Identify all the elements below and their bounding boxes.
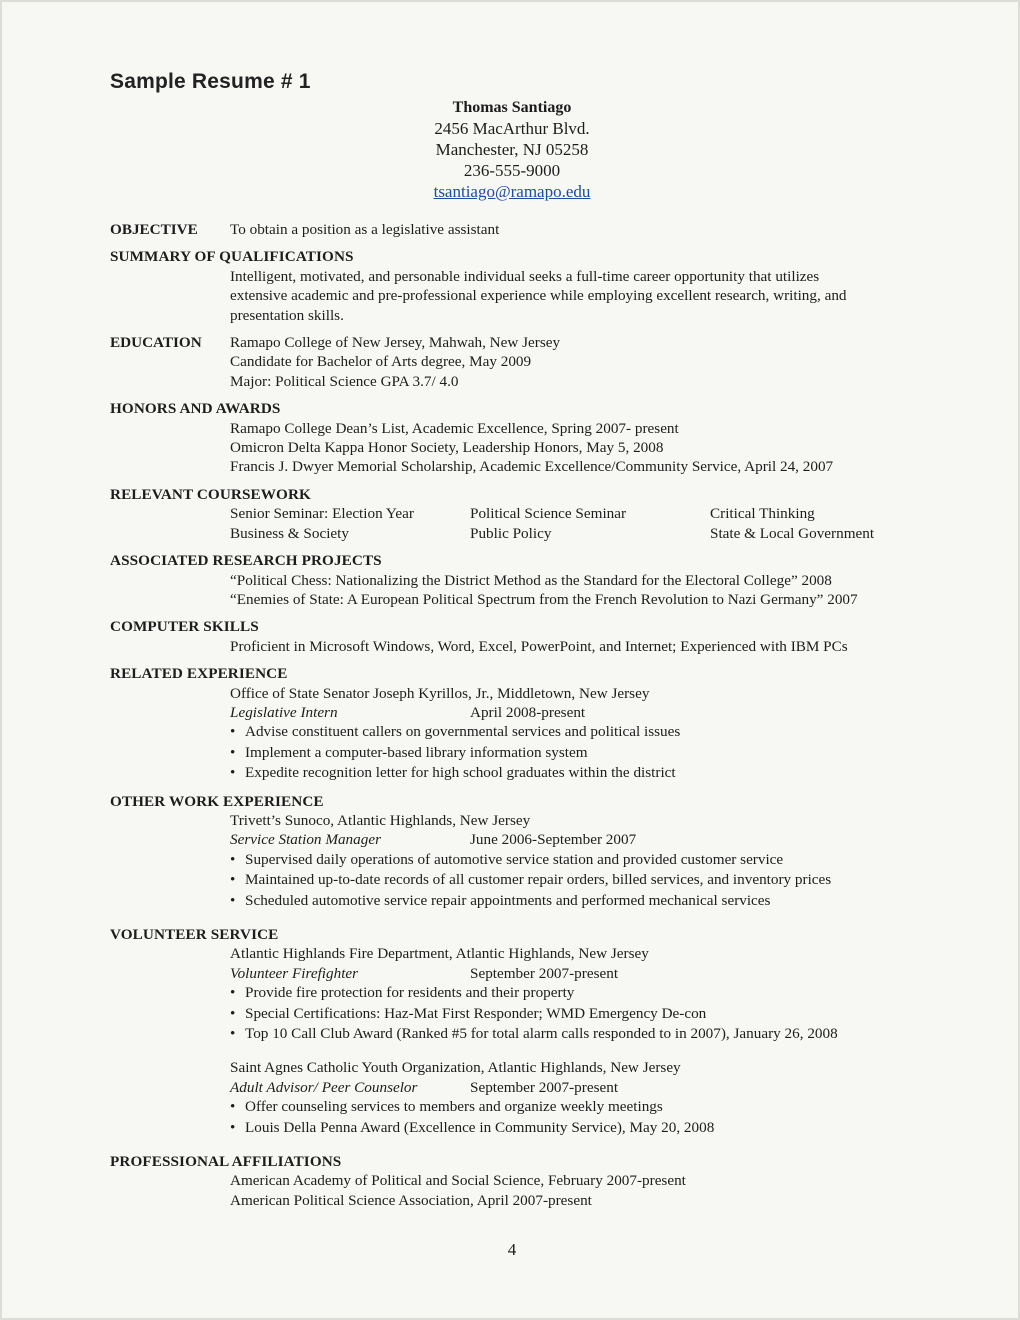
objective-section	[110, 220, 930, 239]
volunteer-dates: September 2007-present	[470, 964, 619, 982]
employer-name: Trivett’s Sunoco, Atlantic Highlands, New Jersey	[230, 811, 531, 829]
course-item: State & Local Government	[710, 524, 875, 542]
resume-body	[110, 220, 930, 1210]
candidate-name: Thomas Santiago	[452, 99, 572, 116]
affiliation-item: American Academy of Political and Social Science, February 2007-present	[230, 1172, 686, 1190]
education-line: Candidate for Bachelor of Arts degree, May 2009	[230, 353, 532, 371]
honor-item: Ramapo College Dean’s List, Academic Excellence, Spring 2007- present	[230, 419, 679, 437]
honors-heading: HONORS AND AWARDS	[110, 400, 281, 418]
summary-line: presentation skills.	[230, 306, 344, 324]
volunteer-item: • Provide fire protection for residents and their property	[230, 983, 930, 1003]
volunteer-item: • Louis Della Penna Award (Excellence in Community Service), May 20, 2008	[230, 1118, 930, 1138]
education-line: Major: Political Science GPA 3.7/ 4.0	[230, 372, 459, 390]
volunteer-role-row	[230, 1078, 930, 1097]
computer-skills-text: Proficient in Microsoft Windows, Word, Excel, PowerPoint, and Internet; Experienced with IBM PCs	[230, 637, 848, 655]
job-dates: June 2006-September 2007	[470, 831, 637, 849]
bullet-icon: •	[230, 850, 236, 868]
honor-item: Francis J. Dwyer Memorial Scholarship, Academic Excellence/Community Service, April 24, 2007	[230, 458, 834, 476]
affiliations-heading: PROFESSIONAL AFFILIATIONS	[110, 1153, 342, 1171]
bullet-icon: •	[230, 764, 236, 782]
duty-item: • Supervised daily operations of automotive service station and provided customer service	[230, 850, 930, 870]
course-item: Senior Seminar: Election Year	[230, 505, 414, 523]
research-item: “Political Chess: Nationalizing the District Method as the Standard for the Electoral College” 2008	[230, 571, 832, 589]
email-link[interactable]: tsantiago@ramapo.edu	[433, 182, 591, 201]
job-role-row	[230, 830, 930, 849]
objective-text: To obtain a position as a legislative assistant	[230, 221, 500, 238]
job-title: Legislative Intern	[230, 703, 338, 721]
volunteer-org: Atlantic Highlands Fire Department, Atlantic Highlands, New Jersey	[230, 945, 649, 963]
phone-number: 236-555-9000	[463, 161, 561, 180]
page-number: 4	[507, 1240, 517, 1259]
bullet-icon: •	[230, 1025, 236, 1043]
job-title: Service Station Manager	[230, 831, 381, 849]
bullet-icon: •	[230, 1098, 236, 1116]
job-dates: April 2008-present	[470, 703, 586, 721]
volunteer-item: • Top 10 Call Club Award (Ranked #5 for total alarm calls responded to in 2007), January 26, 2008	[230, 1024, 930, 1044]
education-line: Ramapo College of New Jersey, Mahwah, New Jersey	[230, 334, 561, 352]
computer-skills-heading: COMPUTER SKILLS	[110, 618, 259, 636]
education-section	[110, 333, 930, 352]
course-item: Business & Society	[230, 524, 349, 542]
objective-heading: OBJECTIVE	[110, 221, 198, 238]
coursework-row	[230, 524, 930, 543]
duty-item: • Scheduled automotive service repair appointments and performed mechanical services	[230, 891, 930, 911]
volunteer-role: Volunteer Firefighter	[230, 964, 359, 982]
bullet-icon: •	[230, 891, 236, 909]
related-experience-heading: RELATED EXPERIENCE	[110, 665, 288, 683]
bullet-icon: •	[230, 743, 236, 761]
duty-item: • Maintained up-to-date records of all customer repair orders, billed services, and inventory prices	[230, 870, 930, 890]
bullet-icon: •	[230, 984, 236, 1002]
summary-heading: SUMMARY OF QUALIFICATIONS	[110, 248, 354, 266]
research-item: “Enemies of State: A European Political Spectrum from the French Revolution to Nazi Germany” 2007	[230, 590, 858, 608]
volunteer-item: • Special Certifications: Haz-Mat First Responder; WMD Emergency De-con	[230, 1004, 930, 1024]
bullet-icon: •	[230, 871, 236, 889]
volunteer-dates: September 2007-present	[470, 1078, 619, 1096]
duty-item: • Implement a computer-based library information system	[230, 743, 930, 763]
summary-line: extensive academic and pre-professional experience while employing excellent research, writing, and	[230, 287, 847, 305]
employer-name: Office of State Senator Joseph Kyrillos, Jr., Middletown, New Jersey	[230, 684, 650, 702]
volunteer-role-row	[230, 964, 930, 983]
affiliation-item: American Political Science Association, April 2007-present	[230, 1191, 592, 1209]
bullet-icon: •	[230, 1118, 236, 1136]
volunteer-role: Adult Advisor/ Peer Counselor	[230, 1078, 418, 1096]
other-work-heading: OTHER WORK EXPERIENCE	[110, 792, 324, 810]
course-item: Public Policy	[470, 524, 552, 542]
research-heading: ASSOCIATED RESEARCH PROJECTS	[110, 552, 382, 570]
coursework-heading: RELEVANT COURSEWORK	[110, 485, 311, 503]
volunteer-org: Saint Agnes Catholic Youth Organization, Atlantic Highlands, New Jersey	[230, 1059, 681, 1077]
coursework-row	[230, 504, 930, 523]
street-address: 2456 MacArthur Blvd.	[434, 119, 590, 138]
education-heading: EDUCATION	[110, 334, 202, 352]
duty-item: • Expedite recognition letter for high school graduates within the district	[230, 763, 930, 783]
city-state-zip: Manchester, NJ 05258	[435, 140, 589, 159]
duty-item: • Advise constituent callers on governmental services and political issues	[230, 722, 930, 742]
document-title: Sample Resume # 1	[110, 70, 311, 93]
summary-line: Intelligent, motivated, and personable individual seeks a full-time career opportunity that utilizes	[230, 267, 820, 285]
honor-item: Omicron Delta Kappa Honor Society, Leadership Honors, May 5, 2008	[230, 439, 664, 457]
volunteer-item: • Offer counseling services to members and organize weekly meetings	[230, 1097, 930, 1117]
contact-header	[2, 97, 1020, 202]
course-item: Political Science Seminar	[470, 505, 627, 523]
course-item: Critical Thinking	[710, 505, 815, 523]
bullet-icon: •	[230, 1004, 236, 1022]
job-role-row	[230, 703, 930, 722]
bullet-icon: •	[230, 723, 236, 741]
volunteer-heading: VOLUNTEER SERVICE	[110, 926, 279, 943]
